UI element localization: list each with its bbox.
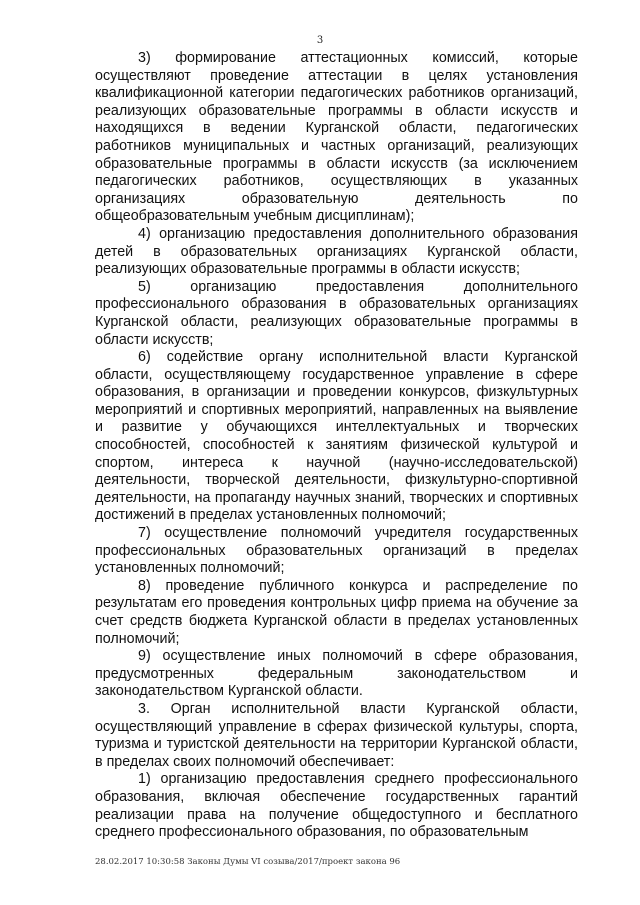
- page-number: 3: [316, 35, 324, 46]
- paragraph-item-5: 5) организацию предоставления дополнительного профессионального образования в образовательных организациях Курганской области, реализующих образовательные программы в области искусств;: [95, 278, 578, 348]
- paragraph-item-6: 6) содействие органу исполнительной власти Курганской области, осуществляющему государственное управление в сфере образования, в организации и проведении конкурсов, физкультурных мероприятий и спортивных мероприятий, направленных на выявление и развитие у обучающихся интеллектуальных и творческих способностей, способностей к занятиям физической культурой и спортом, интереса к научной (научно-исследовательской) деятельности, творческой деятельности, физкультурно-спортивной деятельности, на пропаганду научных знаний, творческих и спортивных достижений в пределах установленных полномочий;: [95, 349, 578, 524]
- document-body: [95, 50, 578, 842]
- paragraph-item-9: 9) осуществление иных полномочий в сфере образования, предусмотренных федеральным законодательством и законодательством Курганской области.: [95, 648, 578, 700]
- paragraph-item-4: 4) организацию предоставления дополнительного образования детей в образовательных организациях Курганской области, реализующих образовательные программы в области искусств;: [95, 225, 578, 278]
- paragraph-item-7: 7) осуществление полномочий учредителя государственных профессиональных образовательных организаций в пределах установленных полномочий;: [95, 525, 578, 577]
- paragraph-item-8: 8) проведение публичного конкурса и распределение по результатам его проведения контрольных цифр приема на обучение за счет средств бюджета Курганской области в пределах установленных полномочий;: [95, 577, 578, 647]
- paragraph-section-3-item-1: 1) организацию предоставления среднего профессионального образования, включая обеспечение государственных гарантий реализации права на получение общедоступного и бесплатного среднего профессионального образования, по образовательным: [95, 771, 578, 841]
- paragraph-section-3: 3. Орган исполнительной власти Курганской области, осуществляющий управление в сферах физической культуры, спорта, туризма и туристской деятельности на территории Курганской области, в пределах своих полномочий обеспечивает:: [95, 700, 578, 770]
- document-footer: 28.02.2017 10:30:58 Законы Думы VI созыва/2017/проект закона 96: [95, 857, 401, 867]
- paragraph-item-3: 3) формирование аттестационных комиссий, которые осуществляют проведение аттестации в целях установления квалификационной категории педагогических работников организаций, реализующих образовательные программы в области искусств и находящихся в ведении Курганской области, педагогических работников муниципальных и частных организаций, реализующих образовательные программы в области искусств (за исключением педагогических работников, осуществляющих в указанных организациях образовательную деятельность по общеобразовательным учебным дисциплинам);: [95, 50, 578, 225]
